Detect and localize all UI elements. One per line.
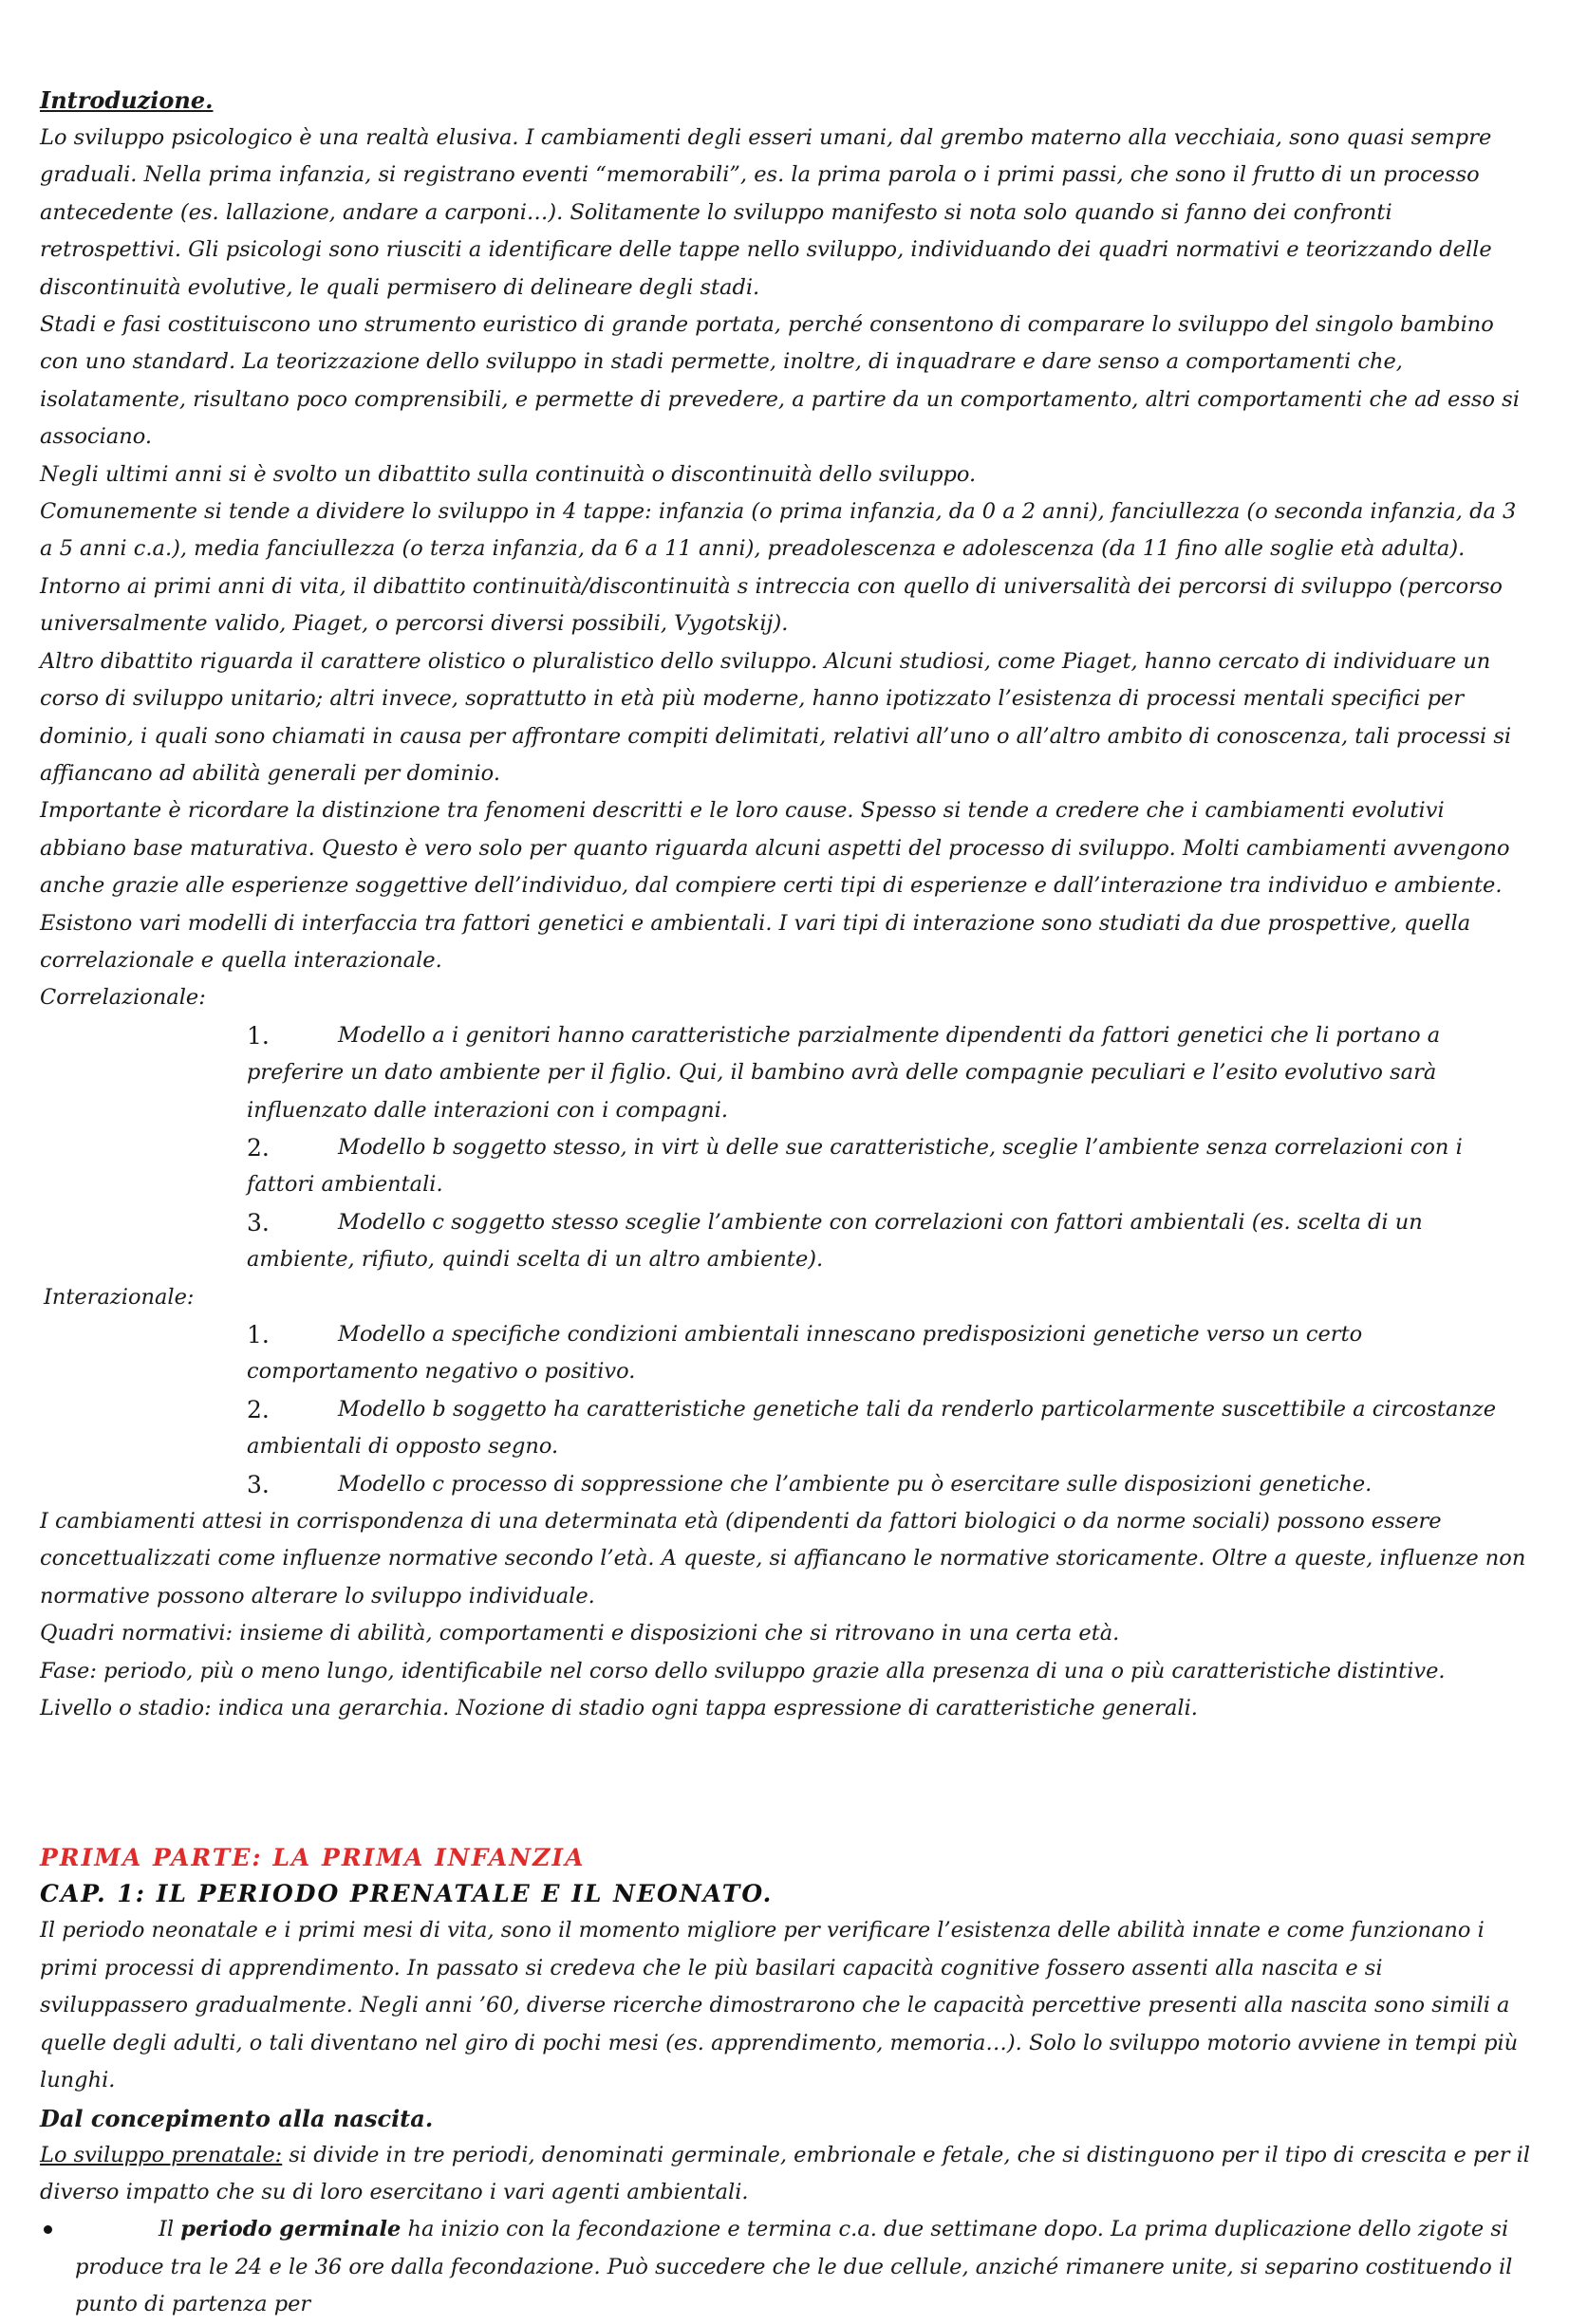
- definition-quadri-normativi: Quadri normativi: insieme di abilità, comportamenti e disposizioni che si ritrovano in una certa età.: [40, 1621, 1120, 1646]
- correlazionale-list: [40, 1017, 1530, 1279]
- bullet-item: [40, 2211, 1530, 2323]
- interazionale-list: [40, 1316, 1530, 1503]
- chapter-paragraph-1: Il periodo neonatale e i primi mesi di vita, sono il momento migliore per verificare l’esistenza delle abilità innate e come funzionano i primi processi di apprendimento. In passato si credeva che le più basilari capacità cognitive fossero assenti alla nascita e si sviluppassero gradualmente. Negli anni ’60, diverse ricerche dimostrarono che le capacità percettive presenti alla nascita sono simili a quelle degli adulti, o tali diventano nel giro di pochi mesi (es. apprendimento, memoria…). Solo lo sviluppo motorio avviene in tempi più lunghi.: [40, 1918, 1519, 2093]
- chapter-heading: CAP. 1: IL PERIODO PRENATALE E IL NEONATO.: [40, 1880, 774, 1908]
- part-heading: PRIMA PARTE: LA PRIMA INFANZIA: [40, 1844, 586, 1872]
- list-text: Modello b soggetto stesso, in virt ù delle sue caratteristiche, sceglie l’ambiente senza correlazioni con i fattori ambientali.: [247, 1134, 1463, 1198]
- list-number: 3.: [247, 1208, 270, 1236]
- list-item: [40, 1129, 1530, 1204]
- intro-paragraph-4: Comunemente si tende a dividere lo sviluppo in 4 tappe: infanzia (o prima infanzia, da 0 a 2 anni), fanciullezza (o seconda infanzia, da 3 a 5 anni c.a.), media fanciullezza (o terza infanzia, da 6 a 11 anni), preadolescenza e adolescenza (da 11 fino alle soglie età adulta).: [40, 499, 1517, 562]
- bullet-text: ha inizio con la fecondazione e termina c.a. due settimane dopo. La prima duplicazione dello zigote si produce tra le 24 e le 36 ore dalla fecondazione. Può succedere che le due cellule, anziché rimanere unite, si separino costituendo il punto di partenza per: [75, 2217, 1513, 2317]
- subheading: Dal concepimento alla nascita.: [40, 2104, 434, 2132]
- prenatal-text: si divide in tre periodi, denominati germinale, embrionale e fetale, che si distinguono per il tipo di crescita e per il diverso impatto che su di loro esercitano i vari agenti ambientali.: [40, 2142, 1531, 2204]
- intro-paragraph-7: Importante è ricordare la distinzione tra fenomeni descritti e le loro cause. Spesso si tende a credere che i cambiamenti evolutivi abbiano base maturativa. Questo è vero solo per quanto riguarda alcuni aspetti del processo di sviluppo. Molti cambiamenti avvengono anche grazie alle esperienze soggettive dell’individuo, dal compiere certi tipi di esperienze e dall’interazione tra individuo e ambiente. Esistono vari modelli di interfaccia tra fattori genetici e ambientali. I vari tipi di interazione sono studiati da due prospettive, quella correlazionale e quella interazionale.: [40, 798, 1510, 973]
- section-spacer: [40, 1727, 1530, 1840]
- list-item: [40, 1466, 1530, 1503]
- intro-paragraph-8: I cambiamenti attesi in corrispondenza di una determinata età (dipendenti da fattori biologici o da norme sociali) possono essere concettualizzati come influenze normative secondo l’età. A queste, si affiancano le normative storicamente. Oltre a queste, influenze non normative possono alterare lo sviluppo individuale.: [40, 1509, 1526, 1608]
- intro-paragraph-1: Lo sviluppo psicologico è una realtà elusiva. I cambiamenti degli esseri umani, dal grembo materno alla vecchiaia, sono quasi sempre graduali. Nella prima infanzia, si registrano eventi “memorabili”, es. la prima parola o i primi passi, che sono il frutto di un processo antecedente (es. lallazione, andare a carponi…). Solitamente lo sviluppo manifesto si nota solo quando si fanno dei confronti retrospettivi. Gli psicologi sono riusciti a identificare delle tappe nello sviluppo, individuando dei quadri normativi e teorizzando delle discontinuità evolutive, le quali permisero di delineare degli stadi.: [40, 125, 1492, 300]
- list-text: Modello a i genitori hanno caratteristiche parzialmente dipendenti da fattori genetici che li portano a preferire un dato ambiente per il figlio. Qui, il bambino avrà delle compagnie peculiari e l’esito evolutivo sarà influenzato dalle interazioni con i compagni.: [247, 1022, 1441, 1123]
- intro-paragraph-3: Negli ultimi anni si è svolto un dibattito sulla continuità o discontinuità dello sviluppo.: [40, 461, 977, 487]
- intro-paragraph-6: Altro dibattito riguarda il carattere olistico o pluralistico dello sviluppo. Alcuni studiosi, come Piaget, hanno cercato di individuare un corso di sviluppo unitario; altri invece, soprattutto in età più moderne, hanno ipotizzato l’esistenza di processi mentali specifici per dominio, i quali sono chiamati in causa per affrontare compiti delimitati, relativi all’uno o all’altro ambito di conoscenza, tali processi si affiancano ad abilità generali per dominio.: [40, 648, 1512, 786]
- document-page: [40, 82, 1530, 2324]
- intro-paragraph-2: Stadi e fasi costituiscono uno strumento euristico di grande portata, perché consentono di comparare lo sviluppo del singolo bambino con uno standard. La teorizzazione dello sviluppo in stadi permette, inoltre, di inquadrare e dare senso a comportamenti che, isolatamente, risultano poco comprensibili, e permette di prevedere, a partire da un comportamento, altri comportamenti che ad esso si associano.: [40, 312, 1520, 450]
- bullet-dot: [44, 2225, 52, 2234]
- list-item: [40, 1316, 1530, 1391]
- list-number: 3.: [247, 1470, 270, 1498]
- list-number: 1.: [247, 1021, 270, 1050]
- list-item: [40, 1204, 1530, 1279]
- list-text: Modello b soggetto ha caratteristiche genetiche tali da renderlo particolarmente suscettibile a circostanze ambientali di opposto segno.: [247, 1396, 1497, 1459]
- bullet-prefix: Il: [159, 2217, 181, 2242]
- list-number: 1.: [247, 1321, 270, 1348]
- intro-heading: Introduzione.: [40, 86, 214, 114]
- intro-paragraph-5: Intorno ai primi anni di vita, il dibattito continuità/discontinuità s intreccia con quello di universalità dei percorsi di sviluppo (percorso universalmente valido, Piaget, o percorsi diversi possibili, Vygotskij).: [40, 573, 1503, 637]
- list-number: 2.: [247, 1395, 270, 1423]
- bullet-term: periodo germinale: [180, 2217, 402, 2242]
- list-text: Modello a specifiche condizioni ambientali innescano predisposizioni genetiche verso un certo comportamento negativo o positivo.: [247, 1322, 1363, 1385]
- definition-fase: Fase: periodo, più o meno lungo, identificabile nel corso dello sviluppo grazie alla presenza di una o più caratteristiche distintive.: [40, 1658, 1446, 1683]
- list-text: Modello c soggetto stesso sceglie l’ambiente con correlazioni con fattori ambientali (es. scelta di un ambiente, rifiuto, quindi scelta di un altro ambiente).: [247, 1209, 1423, 1273]
- interazionale-label: Interazionale:: [44, 1284, 195, 1310]
- prenatal-paragraph: [40, 2137, 1530, 2212]
- correlazionale-label: Correlazionale:: [40, 985, 206, 1011]
- list-number: 2.: [247, 1133, 270, 1162]
- prenatal-label: Lo sviluppo prenatale:: [40, 2142, 283, 2167]
- list-item: [40, 1017, 1530, 1129]
- list-item: [40, 1391, 1530, 1466]
- definition-livello-stadio: Livello o stadio: indica una gerarchia. Nozione di stadio ogni tappa espressione di caratteristiche generali.: [40, 1696, 1198, 1721]
- list-text: Modello c processo di soppressione che l’ambiente pu ò esercitare sulle disposizioni genetiche.: [338, 1471, 1373, 1497]
